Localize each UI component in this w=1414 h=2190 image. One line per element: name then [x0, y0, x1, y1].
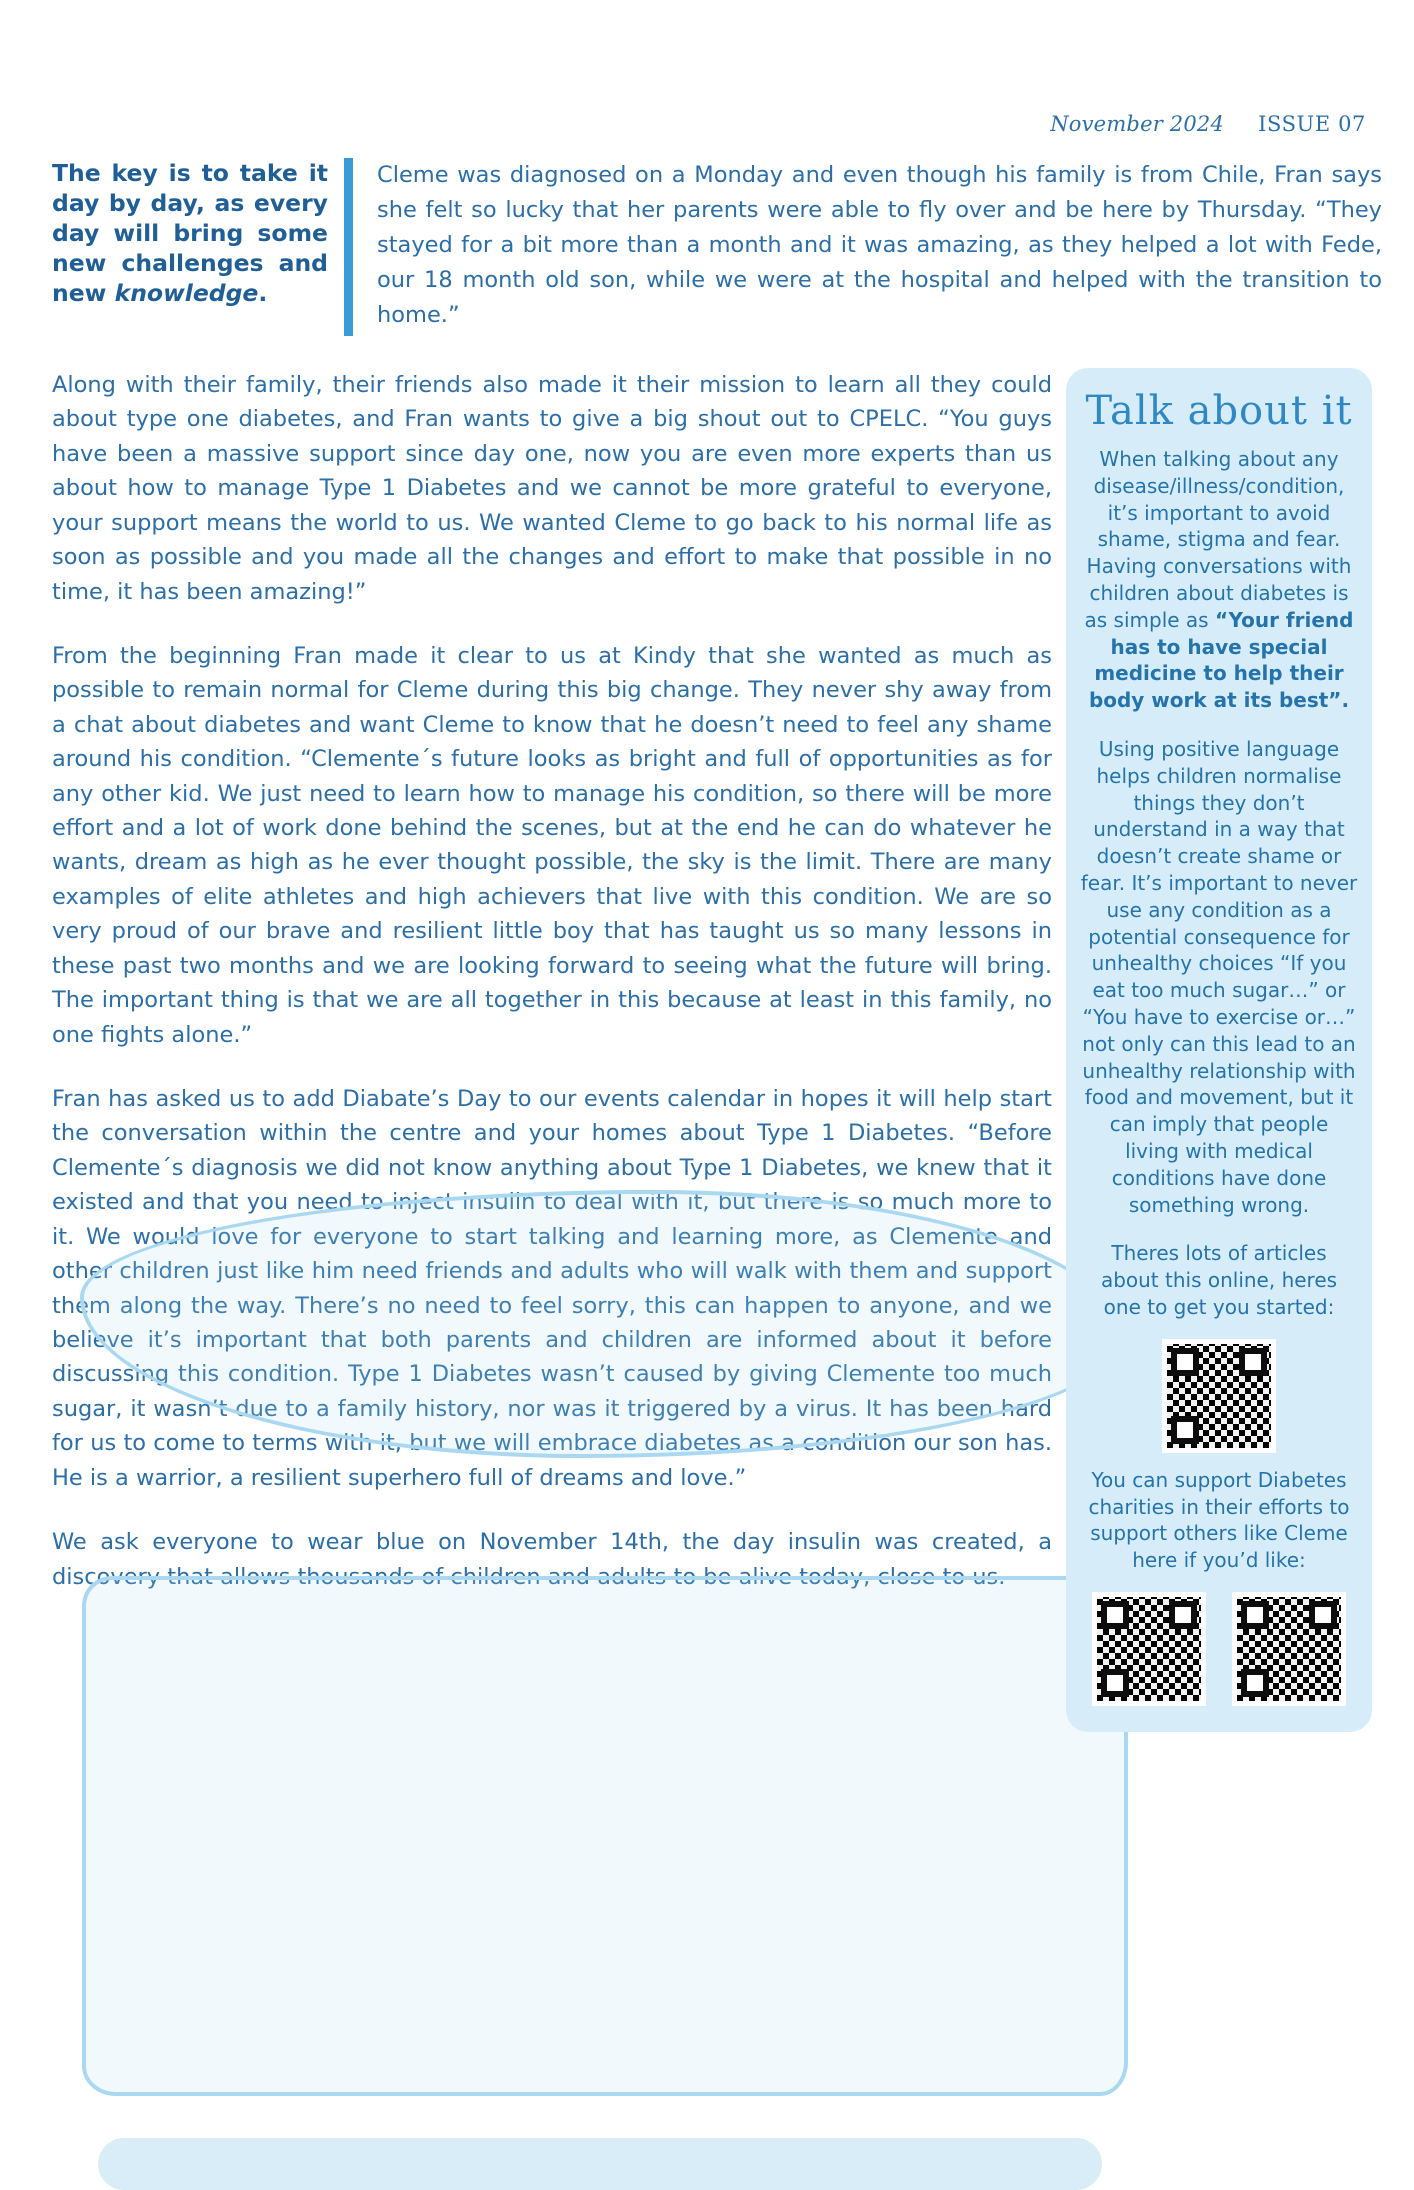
- issue-date: November 2024: [1050, 112, 1225, 136]
- sidebar-paragraph-2: Using positive language helps children normalise things they don’t understand in a way that doesn’t create shame or fear. It’s important to never use any condition as a potential consequence for unhealthy choices “If you eat too much sugar…” or “You have to exercise or…” not only can this lead to an unhealthy relationship with food and movement, but it can imply that people living with medical conditions have done something wrong.: [1080, 736, 1358, 1217]
- sidebar-talk-about-it: [1066, 368, 1372, 1732]
- top-row: [52, 158, 1382, 336]
- qr-code-article[interactable]: [1162, 1339, 1276, 1453]
- handdrawn-highlight-bar: [98, 2138, 1102, 2190]
- qr-code-charity-1[interactable]: [1092, 1592, 1206, 1706]
- lead-paragraph: Cleme was diagnosed on a Monday and even though his family is from Chile, Fran says she felt so lucky that her parents were able to fly over and be here by Thursday. “They stayed for a bit more than a month and it was amazing, as they helped a lot with Fede, our 18 month old son, while we were at the hospital and helped with the transition to home.”: [377, 162, 1382, 328]
- pull-quote-part-2: .: [258, 279, 268, 308]
- pull-quote: [52, 158, 344, 308]
- body-paragraph: We ask everyone to wear blue on November 14th, the day insulin was created, a discovery that allows thousands of children and adults to be alive today, close to us.: [52, 1529, 1052, 1590]
- article-body: [52, 368, 1052, 1624]
- qr-code-pair: [1080, 1592, 1358, 1706]
- sidebar-paragraph-4: You can support Diabetes charities in their efforts to support others like Cleme here if you’d like:: [1088, 1467, 1350, 1573]
- sidebar-paragraph-1-bold: “Your friend has to have special medicine to help their body work at its best”.: [1088, 607, 1354, 713]
- body-paragraph: Along with their family, their friends also made it their mission to learn all they could about type one diabetes, and Fran wants to give a big shout out to CPELC. “You guys have been a massive support since day one, now you are even more experts than us about how to manage Type 1 Diabetes and we cannot be more grateful to everyone, your support means the world to us. We wanted Cleme to go back to his normal life as soon as possible and you made all the changes and effort to make that possible in no time, it has been amazing!”: [52, 372, 1052, 605]
- pull-quote-emphasis: knowledge: [114, 279, 259, 308]
- vertical-rule-divider: [344, 158, 353, 336]
- qr-code-charity-2[interactable]: [1232, 1592, 1346, 1706]
- sidebar-paragraph-1: [1080, 446, 1358, 714]
- handdrawn-highlight-box: [82, 1576, 1128, 2096]
- masthead: [1050, 112, 1366, 136]
- sidebar-paragraph-3: Theres lots of articles about this online, heres one to get you started:: [1100, 1241, 1338, 1319]
- sidebar-title: Talk about it: [1085, 388, 1353, 434]
- body-paragraph: From the beginning Fran made it clear to us at Kindy that she wanted as much as possible to remain normal for Cleme during this big change. They never shy away from a chat about diabetes and want Cleme to know that he doesn’t need to feel any shame around his condition. “Clemente´s future looks as bright and full of opportunities as for any other kid. We just need to learn how to manage his condition, so there will be more effort and a lot of work done behind the scenes, but at the end he can do whatever he wants, dream as high as he ever thought possible, the sky is the limit. There are many examples of elite athletes and high achievers that live with this condition. We are so very proud of our brave and resilient little boy that has taught us so many lessons in these past two months and we are looking forward to seeing what the future will bring. The important thing is that we are all together in this because at least in this family, no one fights alone.”: [52, 642, 1052, 1048]
- body-paragraph: Fran has asked us to add Diabate’s Day to our events calendar in hopes it will help start the conversation within the centre and your homes about Type 1 Diabetes. “Before Clemente´s diagnosis we did not know anything about Type 1 Diabetes, we knew that it existed and that you need to inject insulin to deal with it, but there is so much more to it. We would love for everyone to start talking and learning more, as Clemente and other children just like him need friends and adults who will walk with them and support them along the way. There’s no need to feel sorry, this can happen to anyone, and we believe it’s important that both parents and children are informed about it before discussing this condition. Type 1 Diabetes wasn’t caused by giving Clemente too much sugar, it wasn’t due to a family history, nor was it triggered by a virus. It has been hard for us to come to terms with it, but we will embrace diabetes as a condition our son has. He is a warrior, a resilient superhero full of dreams and love.”: [52, 1086, 1052, 1491]
- sidebar-paragraph-1-text: When talking about any disease/illness/condition, it’s important to avoid shame, stigma and fear. Having conversations with children about diabetes is as simple as: [1084, 447, 1352, 632]
- pull-quote-part-1: The key is to take it day by day, as every day will bring some new challenges and new: [52, 159, 328, 308]
- issue-number: ISSUE 07: [1258, 112, 1366, 136]
